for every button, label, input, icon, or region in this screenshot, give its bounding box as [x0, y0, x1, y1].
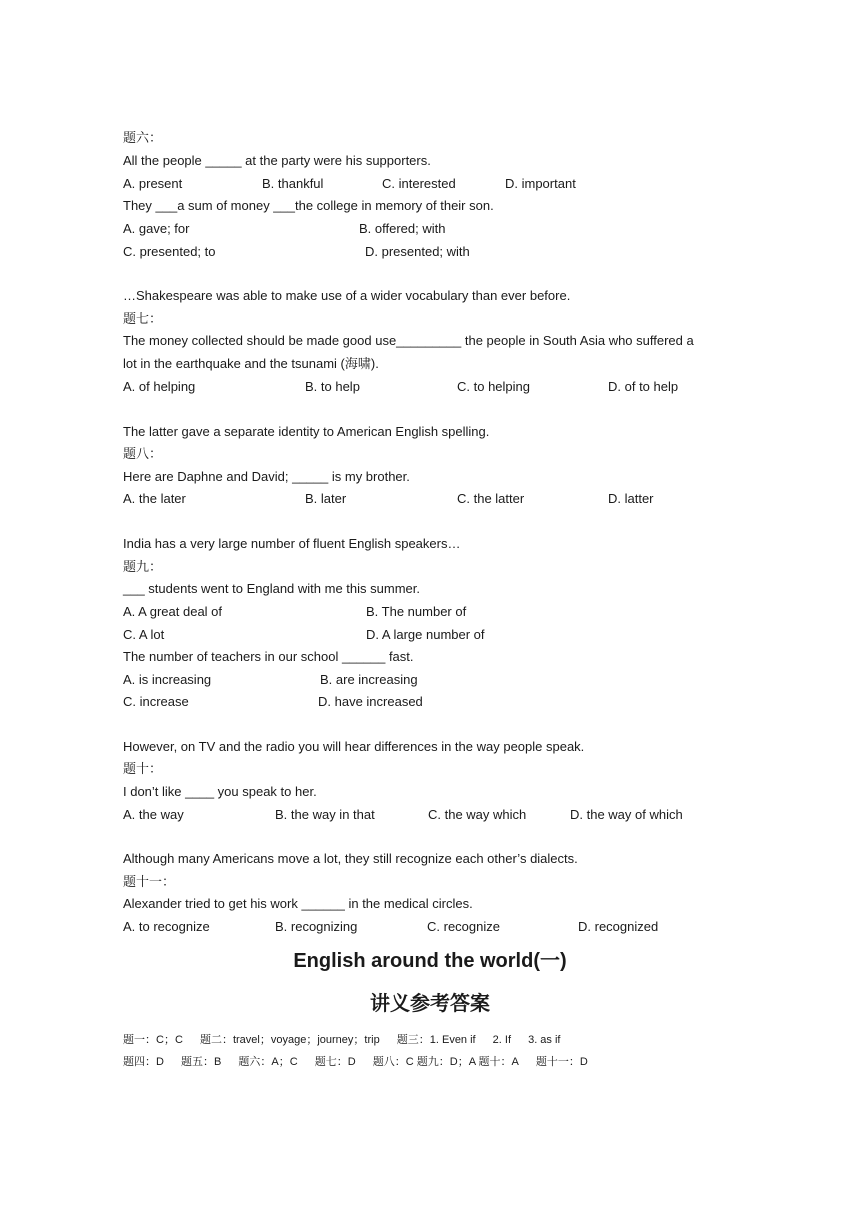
answer-item: 题三：1. Even if [396, 1034, 476, 1046]
s7-q1-option-a: A. of helping [123, 379, 196, 394]
s7-q1-option-b: B. to help [305, 379, 360, 394]
s9-q1-option-b: B. The number of [366, 604, 467, 619]
answer-item: 题七：D [314, 1056, 356, 1068]
s8-q1-text: Here are Daphne and David; _____ is my brother. [123, 469, 410, 484]
answer-item: 题十一：D [535, 1056, 588, 1068]
s8-sentence: The latter gave a separate identity to American English spelling. [123, 424, 490, 439]
answer-item: 题一：C；C [123, 1034, 183, 1046]
section-6-heading: 题六： [123, 130, 163, 145]
s8-q1-option-a: A. the later [123, 491, 186, 506]
s9-q2-option-d: D. have increased [318, 694, 423, 709]
s9-q2-option-c: C. increase [123, 694, 189, 709]
s11-q1-option-d: D. recognized [578, 919, 659, 934]
s6-q1-option-d: D. important [505, 176, 576, 191]
s11-q1-option-c: C. recognize [427, 919, 500, 934]
s7-q1-option-d: D. of to help [608, 379, 679, 394]
s6-q2-option-a: A. gave; for [123, 221, 190, 236]
answer-item: 题四：D [123, 1056, 164, 1068]
answer-item: 题五：B [181, 1056, 222, 1068]
answer-item: 题六：A；C [238, 1056, 298, 1068]
s8-q1-option-d: D. latter [608, 491, 654, 506]
s8-q1-option-b: B. later [305, 491, 347, 506]
s9-q2-option-b: B. are increasing [320, 672, 418, 687]
s9-q1-option-d: D. A large number of [366, 627, 485, 642]
section-9-heading: 题九： [123, 559, 163, 574]
answer-key-subtitle: 讲义参考答案 [370, 993, 490, 1015]
s11-q1-option-b: B. recognizing [275, 919, 358, 934]
s10-q1-option-d: D. the way of which [570, 807, 683, 822]
s9-q2-option-a: A. is increasing [123, 672, 212, 687]
s9-q2-text: The number of teachers in our school ______ fast. [123, 649, 414, 664]
s7-q1-text-cont: lot in the earthquake and the tsunami (海啸). [123, 356, 379, 371]
s11-sentence: Although many Americans move a lot, they still recognize each other’s dialects. [123, 851, 578, 866]
answer-row-2 [123, 1055, 602, 1069]
s6-q1-option-b: B. thankful [262, 176, 324, 191]
s6-q1-option-a: A. present [123, 176, 183, 191]
s10-q1-option-a: A. the way [123, 807, 184, 822]
s10-sentence: However, on TV and the radio you will hear differences in the way people speak. [123, 739, 585, 754]
answer-item: 2. If [492, 1034, 512, 1046]
answer-item: 题八：C 题九：D；A 题十：A [372, 1056, 519, 1068]
s9-q1-text: ___ students went to England with me this summer. [123, 581, 420, 596]
section-8-heading: 题八： [123, 446, 163, 461]
s8-q1-option-c: C. the latter [457, 491, 525, 506]
s10-q1-text: I don’t like ____ you speak to her. [123, 784, 317, 799]
s7-q1-text: The money collected should be made good use_________ the people in South Asia who suffered a [123, 333, 694, 348]
s6-q2-option-d: D. presented; with [365, 244, 470, 259]
s11-q1-option-a: A. to recognize [123, 919, 210, 934]
s6-q2-option-c: C. presented; to [123, 244, 216, 259]
s10-q1-option-b: B. the way in that [275, 807, 375, 822]
s6-q2-option-b: B. offered; with [359, 221, 446, 236]
answer-item: 题二：travel；voyage；journey；trip [199, 1034, 380, 1046]
s9-q1-option-a: A. A great deal of [123, 604, 223, 619]
s11-q1-text: Alexander tried to get his work ______ in the medical circles. [123, 896, 473, 911]
answer-row-1 [123, 1033, 574, 1047]
section-7-heading: 题七： [123, 311, 163, 326]
s9-q1-option-c: C. A lot [123, 627, 165, 642]
s6-q1-option-c: C. interested [382, 176, 456, 191]
s10-q1-option-c: C. the way which [428, 807, 527, 822]
section-10-heading: 题十： [123, 761, 163, 776]
s9-sentence: India has a very large number of fluent English speakers… [123, 536, 461, 551]
s6-q1-text: All the people _____ at the party were his supporters. [123, 153, 431, 168]
answer-item: 3. as if [528, 1034, 561, 1046]
s7-sentence: …Shakespeare was able to make use of a wider vocabulary than ever before. [123, 288, 571, 303]
s6-q2-text: They ___a sum of money ___the college in memory of their son. [123, 198, 494, 213]
s7-q1-option-c: C. to helping [457, 379, 530, 394]
answer-key-title: English around the world(一) [293, 950, 567, 972]
section-11-heading: 题十一： [123, 874, 176, 889]
